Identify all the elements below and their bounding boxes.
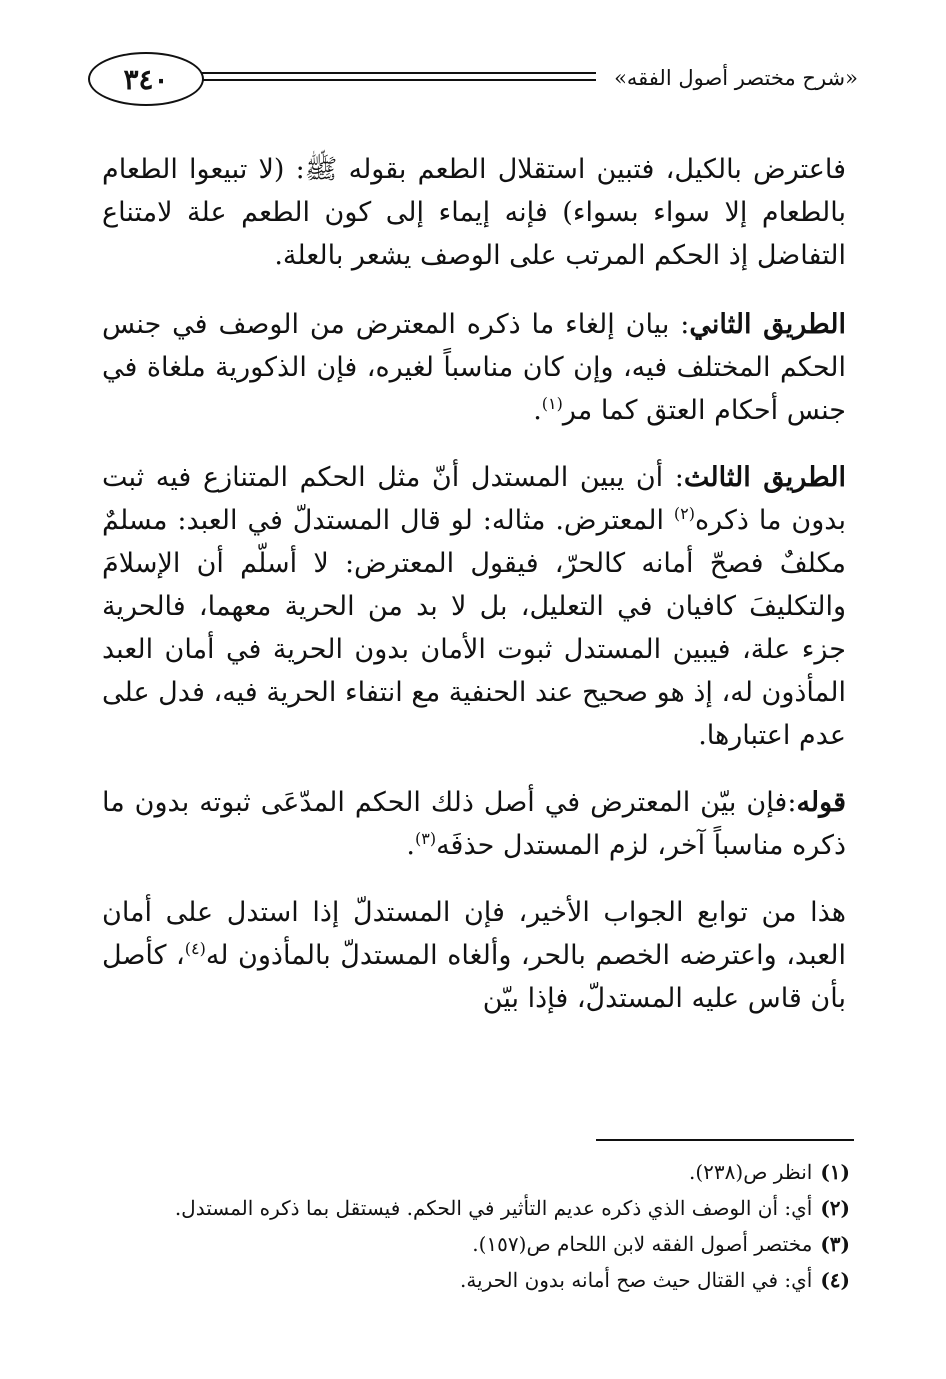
paragraph-text: : بيان إلغاء ما ذكره المعترض من الوصف في جنس الحكم المختلف فيه، وإن كان مناسباً لغيره، فإن الذكورية ملغاة في جنس أحكام العتق كما مر [102, 309, 846, 426]
footnote-1 [102, 1154, 850, 1190]
footnote-text: انظر ص(٢٣٨). [689, 1160, 813, 1184]
header-rule-top [198, 72, 596, 74]
footnote-number: (٣) [820, 1232, 850, 1256]
paragraph-tail: المعترض. مثاله: لو قال المستدلّ في العبد: مسلمٌ مكلفٌ فصحّ أمانه كالحرّ، فيقول المعترض: لا أسلّم أن الإسلامَ والتكليفَ كافيان في التعليل، بل لا بد من الحرية معهما، فالحرية جزء علة، فيبين المستدل ثبوت الأمان بدون الحرية في أمان العبد المأذون له، إذ هو صحيح عند الحنفية مع انتفاء الحرية فيه، فدل على عدم اعتبارها. [102, 505, 846, 751]
paragraph-tail: ، كأصل بأن قاس عليه المستدلّ، فإذا بيّن [102, 940, 846, 1014]
footnote-number: (١) [820, 1160, 850, 1184]
footnote-reference[interactable]: (٤) [184, 939, 206, 958]
footnote-reference[interactable]: (٢) [673, 504, 695, 523]
running-title: «شرح مختصر أصول الفقه» [614, 66, 858, 90]
footnote-text: مختصر أصول الفقه لابن اللحام ص(١٥٧). [472, 1232, 813, 1256]
paragraph-4 [102, 781, 846, 867]
footnote-reference[interactable]: (١) [541, 394, 563, 413]
footnote-number: (٢) [820, 1196, 850, 1220]
footnote-number: (٤) [820, 1268, 850, 1292]
paragraph-5 [102, 891, 846, 1020]
paragraph-heading: قوله [796, 787, 846, 818]
page-number: ٣٤٠ [88, 52, 204, 106]
footnote-4 [102, 1262, 850, 1298]
paragraph-3 [102, 456, 846, 757]
footnotes [102, 1154, 850, 1298]
paragraph-2 [102, 303, 846, 432]
paragraph-tail: . [533, 395, 542, 426]
footnote-3 [102, 1226, 850, 1262]
page-header [88, 52, 858, 112]
paragraph-heading: الطريق الثاني [689, 309, 846, 340]
paragraph-text: : أن يبين المستدل أنّ مثل الحكم المتنازع فيه ثبت بدون ما ذكره [102, 462, 846, 536]
footnote-2 [102, 1190, 850, 1226]
paragraph-text: :فإن بيّن المعترض في أصل ذلك الحكم المدّعَى ثبوته بدون ما ذكره مناسباً آخر، لزم المستدل حذفَه [102, 787, 846, 861]
paragraph-text: هذا من توابع الجواب الأخير، فإن المستدلّ إذا استدل على أمان العبد، واعترضه الخصم بالحر، وألغاه المستدلّ بالمأذون له [102, 897, 846, 971]
paragraph-tail: . [406, 830, 415, 861]
footnote-separator [596, 1139, 854, 1141]
paragraph-1 [102, 148, 846, 277]
footnote-reference[interactable]: (٣) [414, 829, 437, 848]
main-text [102, 148, 846, 1044]
footnote-text: أي: أن الوصف الذي ذكره عديم التأثير في الحكم. فيستقل بما ذكره المستدل. [174, 1196, 813, 1220]
footnote-text: أي: في القتال حيث صح أمانه بدون الحرية. [459, 1268, 813, 1292]
paragraph-heading: الطريق الثالث [683, 462, 847, 493]
header-rule-bottom [198, 79, 596, 81]
paragraph-text: فاعترض بالكيل، فتبين استقلال الطعم بقوله ﷺ: (لا تبيعوا الطعام بالطعام إلا سواء بسواء) فإنه إيماء إلى كون الطعم علة لامتناع التفاضل إذ الحكم المرتب على الوصف يشعر بالعلة. [102, 154, 846, 271]
